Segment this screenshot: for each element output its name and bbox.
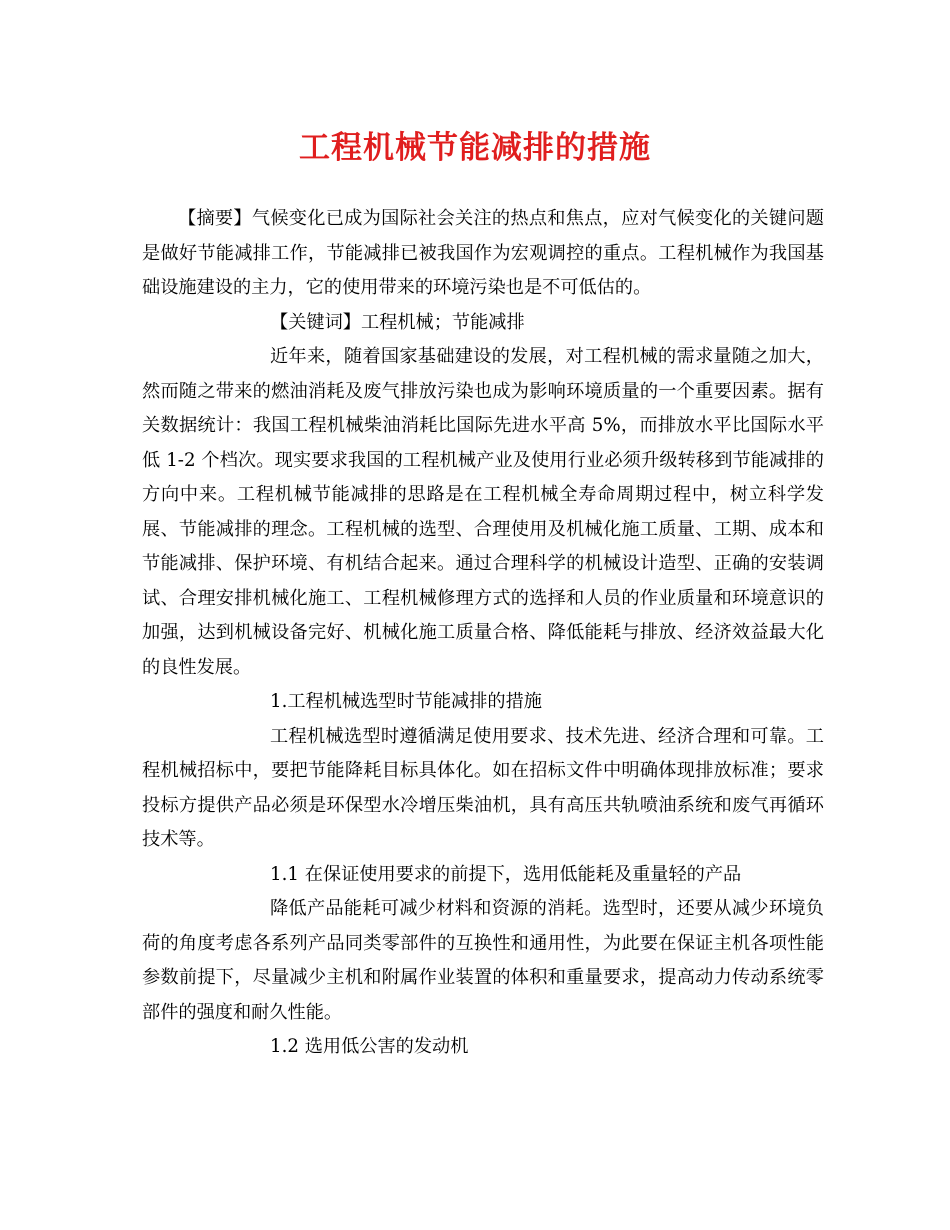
document-body [142, 202, 824, 1065]
subsection-heading: 1.2 选用低公害的发动机 [270, 1036, 469, 1057]
document-title: 工程机械节能减排的措施 [299, 130, 651, 166]
body-paragraph: 降低产品能耗可减少材料和资源的消耗。选型时，还要从减少环境负荷的角度考虑各系列产品同类零部件的互换性和通用性，为此要在保证主机各项性能参数前提下，尽量减少主机和附属作业装置的体积和重量要求，提高动力传动系统零部件的强度和耐久性能。 [142, 898, 824, 1023]
section-heading: 1.工程机械选型时节能减排的措施 [270, 691, 542, 712]
keywords-line: 【关键词】工程机械；节能减排 [270, 311, 525, 333]
abstract-paragraph: 【摘要】气候变化已成为国际社会关注的热点和焦点，应对气候变化的关键问题是做好节能减排工作，节能减排已被我国作为宏观调控的重点。工程机械作为我国基础设施建设的主力，它的使用带来的环境污染也是不可低估的。 [142, 208, 824, 298]
body-paragraph: 工程机械选型时遵循满足使用要求、技术先进、经济合理和可靠。工程机械招标中，要把节能降耗目标具体化。如在招标文件中明确体现排放标准；要求投标方提供产品必须是环保型水冷增压柴油机，具有高压共轨喷油系统和废气再循环技术等。 [142, 725, 824, 850]
subsection-heading: 1.1 在保证使用要求的前提下，选用低能耗及重量轻的产品 [270, 863, 742, 885]
intro-paragraph: 近年来，随着国家基础建设的发展，对工程机械的需求量随之加大，然而随之带来的燃油消耗及废气排放污染也成为影响环境质量的一个重要因素。据有关数据统计：我国工程机械柴油消耗比国际先进水平高 5%，而排放水平比国际水平低 1-2 个档次。现实要求我国的工程机械产业及使用行业必须升级转移到节能减排的方向中来。工程机械节能减排的思路是在工程机械全寿命周期过程中，树立科学发展、节能减排的理念。工程机械的选型、合理使用及机械化施工质量、工期、成本和节能减排、保护环境、有机结合起来。通过合理科学的机械设计造型、正确的安装调试、合理安排机械化施工、工程机械修理方式的选择和人员的作业质量和环境意识的加强，达到机械设备完好、机械化施工质量合格、降低能耗与排放、经济效益最大化的良性发展。 [142, 346, 824, 678]
